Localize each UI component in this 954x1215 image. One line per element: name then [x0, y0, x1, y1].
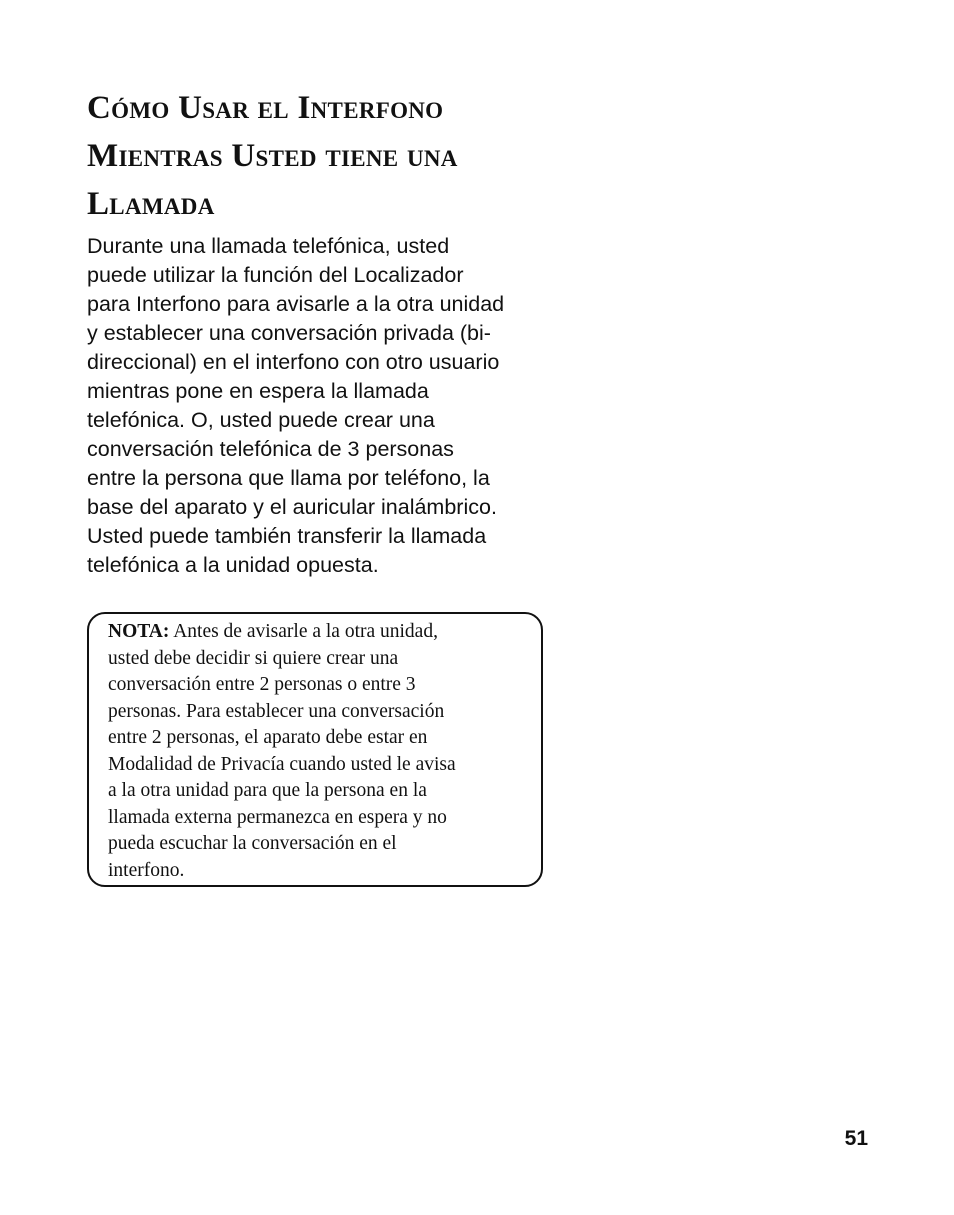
body-line: telefónica a la unidad opuesta. — [87, 553, 379, 577]
heading-line-3: Llamada — [87, 186, 215, 222]
note-label: NOTA: — [108, 621, 170, 642]
body-line: y establecer una conversación privada (bi- — [87, 321, 491, 345]
note-line: personas. Para establecer una conversación — [108, 700, 445, 722]
body-line: direccional) en el interfono con otro usuario — [87, 350, 500, 374]
note-line: usted debe decidir si quiere crear una — [108, 647, 399, 669]
note-line: entre 2 personas, el aparato debe estar en — [108, 727, 428, 748]
body-line: base del aparato y el auricular inalámbrico. — [87, 495, 497, 519]
body-line: entre la persona que llama por teléfono, la — [87, 466, 490, 490]
body-line: mientras pone en espera la llamada — [87, 379, 429, 403]
body-paragraph — [87, 232, 557, 580]
note-line: Modalidad de Privacía cuando usted le avisa — [108, 753, 456, 775]
body-line: para Interfono para avisarle a la otra unidad — [87, 292, 505, 316]
heading-line-1: Cómo Usar el Interfono — [87, 90, 444, 126]
page-number: 51 — [844, 1127, 868, 1150]
heading-line-2: Mientras Usted tiene una — [87, 138, 458, 174]
body-line: conversación telefónica de 3 personas — [87, 437, 454, 461]
body-line: puede utilizar la función del Localizador — [87, 263, 464, 287]
note-line: pueda escuchar la conversación en el — [108, 833, 397, 854]
note-line: a la otra unidad para que la persona en la — [108, 780, 427, 801]
body-line: telefónica. O, usted puede crear una — [87, 408, 435, 432]
note-line: llamada externa permanezca en espera y no — [108, 806, 447, 828]
note-line: interfono. — [108, 859, 185, 881]
body-line: Usted puede también transferir la llamada — [87, 524, 487, 548]
note-line: conversación entre 2 personas o entre 3 — [108, 674, 416, 695]
note-line — [108, 619, 538, 646]
section-heading — [87, 84, 557, 228]
body-line: Durante una llamada telefónica, usted — [87, 234, 450, 258]
note-first-line: Antes de avisarle a la otra unidad, — [169, 621, 438, 642]
note-text — [108, 619, 538, 884]
